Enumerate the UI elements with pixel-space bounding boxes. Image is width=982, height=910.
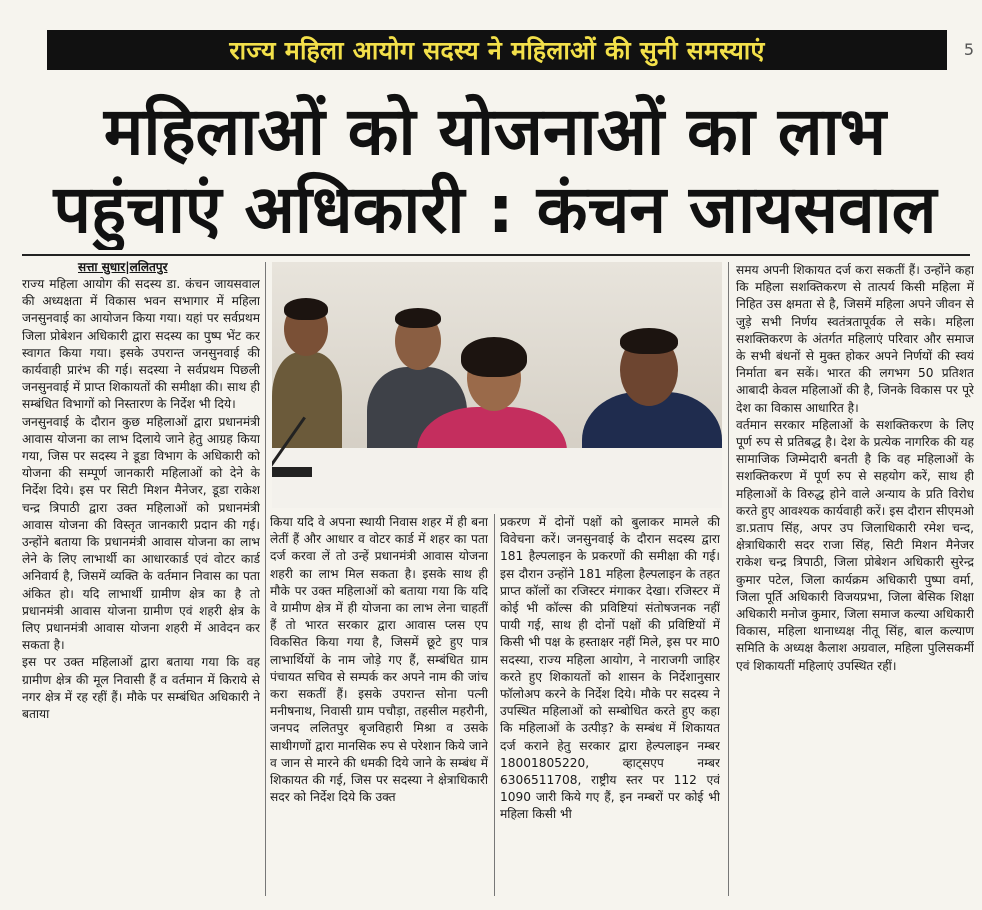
microphone-base	[272, 467, 312, 477]
headline-line-2: पहुंचाएं अधिकारी : कंचन जायसवाल	[53, 171, 937, 248]
headline-rule	[22, 254, 970, 256]
article-column-3	[500, 514, 720, 896]
banner-strip	[47, 30, 947, 70]
article-column-1	[22, 276, 260, 896]
column-divider	[494, 514, 495, 896]
page-number: 5	[963, 40, 974, 59]
photo-table	[272, 448, 722, 508]
news-photo	[272, 262, 722, 508]
paragraph: वर्तमान सरकार महिलाओं के सशक्तिकरण के लिए पूर्ण रुप से प्रतिबद्ध है। देश के प्रत्येक नागरिक की यह सामाजिक जिम्मेदारी बनती है कि वह महिलाओं के सशक्तिकरण में पूर्ण रुप से सहयोग करें, साथ ही महिलाओं के विरुद्ध होने वाले अन्याय के प्रति विरोध करते हुए आवश्यक कार्यवाही करें। इस दौरान सीएमओ डा.प्रताप सिंह, अपर उप जिलाधिकारी रमेश चन्द, क्षेत्राधिकारी सदर राजा सिंह, सिटी मिशन मैनेजर राकेश चन्द्र त्रिपाठी, जिला प्रोबेशन अधिकारी सुरेन्द्र कुमार पटेल, जिला कार्यक्रम अधिकारी पुष्पा वर्मा, जिला पूर्ति अधिकारी विजयप्रभा, जिला बेसिक शिक्षा अधिकारी मनोज कुमार, जिला समाज कल्या अधिकारी विकास, महिला थानाध्यक्ष नीतू सिंह, बाल कल्याण समिति के अध्यक्ष कैलाश अग्रवाल, महिला पुलिसकर्मी एवं शिकायतीं महिलाएं उपस्थित रहीं।	[736, 417, 974, 673]
byline: सत्ता सुधार|ललितपुर	[78, 260, 168, 274]
article-column-4	[736, 262, 974, 896]
headline-line-1: महिलाओं को योजनाओं का लाभ	[103, 93, 887, 170]
paragraph: प्रकरण में दोनों पक्षों को बुलाकर मामले की विवेचना करें। जनसुनवाई के दौरान सदस्य द्वारा 181 हैल्पलाइन के प्रकरणों की समीक्षा की गई। इस दौरान उन्होंने 181 महिला हैल्पलाइन के तहत प्राप्त कॉलों का रजिस्टर मंगाकर देखा। रजिस्टर में कोई भी कॉल्स की प्रविष्टियां संतोषजनक नहीं पायी गई, साथ ही दोनों पक्षों की प्रविष्टियों में किसी भी पक्ष के हस्ताक्षर नहीं मिले, इस पर मा0 सदस्या, राज्य महिला आयोग, ने नाराजगी जाहिर करते हुए शिकायतों को शासन के निर्देशानुसार फॉलोअप करने के निर्देश दिये। मौके पर सदस्य ने उपस्थित महिलाओं को सम्बोधित करते हुए कहा कि महिलाओं के उत्पीड़? के सम्बंध में शिकायत दर्ज कराने हेतु सरकार द्वारा हेल्पलाइन नम्बर 18001805220, व्हाट्सएप नम्बर 6306511708, राष्ट्रीय स्तर पर 112 एवं 1090 जारी किये गए हैं, इन नम्बरों पर कोई भी महिला किसी भी	[500, 515, 720, 822]
column-divider	[728, 262, 729, 896]
paragraph: किया यदि वे अपना स्थायी निवास शहर में ही बना लेतीं हैं और आधार व वोटर कार्ड में शहर का पता दर्ज करवा लें तो उन्हें प्रधानमंत्री आवास योजना शहरी का लाभ मिल सकता है। इसके साथ ही मौके पर उक्त महिलाओं को बताया गया कि यदि वे ग्रामीण क्षेत्र में ही योजना का लाभ लेना चाहतीं हैं तो भारत सरकार द्वारा आवास प्लस एप विकसित किया गया है, जिसमें छूटे हुए पात्र लाभार्थियों के नाम जोड़े गए हैं, सम्बंधित ग्राम पंचायत सचिव से सम्पर्क कर अपने नाम की जांच करा सकतीं हैं। इसके उपरान्त सोना पत्नी मनीषनाथ, निवासी ग्राम पचौड़ा, तहसील महरौनी, जनपद ललितपुर बृजविहारी मिश्रा व उसके साथीगणों द्वारा मानसिक रुप से परेशान किये जाने व जान से मारने की धमकी दिये जाने के सम्बंध में शिकायत की गई, जिस पर सदस्या ने क्षेत्राधिकारी सदर को निर्देश दिये कि उक्त	[270, 515, 488, 805]
banner-title: राज्य महिला आयोग सदस्य ने महिलाओं की सुनी समस्याएं	[229, 36, 765, 65]
article-column-2	[270, 514, 488, 896]
column-divider	[265, 262, 266, 896]
paragraph: इस पर उक्त महिलाओं द्वारा बताया गया कि वह ग्रामीण क्षेत्र की मूल निवासी हैं व वर्तमान में किराये से नगर क्षेत्र में रह रहीं हैं। मौके पर सम्बंधित अधिकारी ने बताया	[22, 655, 260, 722]
paragraph: जनसुनवाई के दौरान कुछ महिलाओं द्वारा प्रधानमंत्री आवास योजना का लाभ दिलाये जाने हेतु आग्रह किया गया, जिस पर सदस्य ने डूडा विभाग के अधिकारी को योजना की सम्पूर्ण जानकारी महिलाओं को देने के निर्देश दिये। इस पर सिटी मिशन मैनेजर, डूडा राकेश चन्द्र त्रिपाठी द्वारा उक्त महिलाओं को प्रधानमंत्री आवास योजना की विस्तृत जानकारी प्रदान की गई। उन्होंने बताया कि प्रधानमंत्री आवास योजना का लाभ लेने के लिए लाभार्थी का आधारकार्ड एवं वोटर कार्ड अनिवार्य है, जिसमें व्यक्ति के वर्तमान निवास का पता अंकित हो। यदि लाभार्थी ग्रामीण क्षेत्र का है तो प्रधानमंत्री आवास योजना ग्रामीण एवं शहरी क्षेत्र के लिए प्रधानमंत्री आवास योजना शहरी में आवेदन कर सकता है।	[22, 414, 260, 653]
paragraph: राज्य महिला आयोग की सदस्य डा. कंचन जायसवाल की अध्यक्षता में विकास भवन सभागार में महिला जनसुनवाई का आयोजन किया गया। यहां पर सर्वप्रथम जिला प्रोबेशन अधिकारी द्वारा सदस्य का पुष्प भेंट कर स्वागत किया गया। इसके उपरान्त जनसुनवाई की कार्यवाही प्रारंभ की गई। सदस्या ने सर्वप्रथम पिछली जनसुनवाई में प्राप्त शिकायतों की समीक्षा की। साथ ही सम्बंधित विभागों को निस्तारण के निर्देश भी दिये।	[22, 277, 260, 412]
paragraph: समय अपनी शिकायत दर्ज करा सकतीं हैं। उन्होंने कहा कि महिला सशक्तिकरण से तात्पर्य किसी महिला में निहित उस क्षमता से है, जिसमें महिला अपने जीवन से जुड़े सभी निर्णय स्वतंत्रतापूर्वक ले सके। महिला सशक्तिकरण के अंतर्गत महिलाएं परिवार और समाज के सभी बंधनों से मुक्त होकर अपने निर्णयों की स्वयं निर्माता बन सकें। भारत की लगभग 50 प्रतिशत आबादी केवल महिलाओं की है, जिनके विकास पर पूरे देश का विकास आधारित है।	[736, 263, 974, 415]
